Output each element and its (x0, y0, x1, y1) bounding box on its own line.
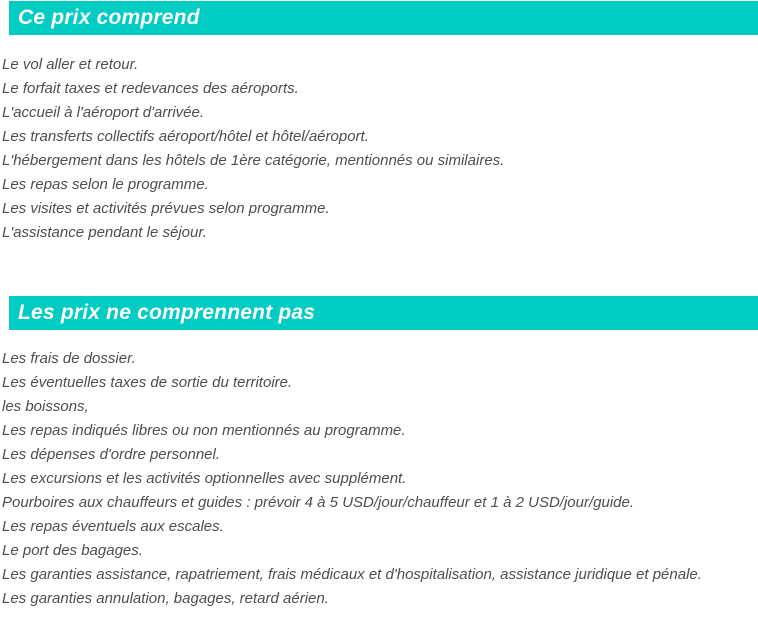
excluded-header-bar (9, 296, 758, 330)
price-info-page (0, 1, 758, 611)
list-item: Pourboires aux chauffeurs et guides : prévoir 4 à 5 USD/jour/chauffeur et 1 à 2 USD/jour/guide. (2, 494, 635, 511)
section-price-included (0, 1, 758, 245)
list-item: L'assistance pendant le séjour. (2, 224, 207, 241)
list-item: Les repas indiqués libres ou non mentionnés au programme. (2, 422, 406, 439)
section-price-excluded (0, 296, 758, 611)
included-items-list (0, 53, 758, 245)
list-item: L'hébergement dans les hôtels de 1ère catégorie, mentionnés ou similaires. (2, 152, 505, 169)
list-item: les boissons, (2, 398, 89, 415)
list-item: Les garanties assistance, rapatriement, frais médicaux et d'hospitalisation, assistance juridique et pénale. (2, 566, 702, 583)
list-item: Le port des bagages. (2, 542, 143, 559)
included-section-title: Ce prix comprend (18, 6, 200, 29)
list-item: Les visites et activités prévues selon programme. (2, 200, 330, 217)
excluded-items-list (0, 347, 758, 611)
list-item: Les transferts collectifs aéroport/hôtel et hôtel/aéroport. (2, 128, 369, 145)
list-item: Les éventuelles taxes de sortie du territoire. (2, 374, 293, 391)
included-header-bar (9, 1, 758, 35)
list-item: Les repas éventuels aux escales. (2, 518, 224, 535)
list-item: Le forfait taxes et redevances des aéroports. (2, 80, 299, 97)
excluded-section-title: Les prix ne comprennent pas (18, 301, 316, 324)
list-item: Les frais de dossier. (2, 350, 136, 367)
list-item: Les garanties annulation, bagages, retard aérien. (2, 590, 329, 607)
list-item: Les repas selon le programme. (2, 176, 209, 193)
list-item: Les excursions et les activités optionnelles avec supplément. (2, 470, 407, 487)
list-item: L'accueil à l'aéroport d'arrivée. (2, 104, 205, 121)
list-item: Les dépenses d'ordre personnel. (2, 446, 221, 463)
list-item: Le vol aller et retour. (2, 56, 139, 73)
